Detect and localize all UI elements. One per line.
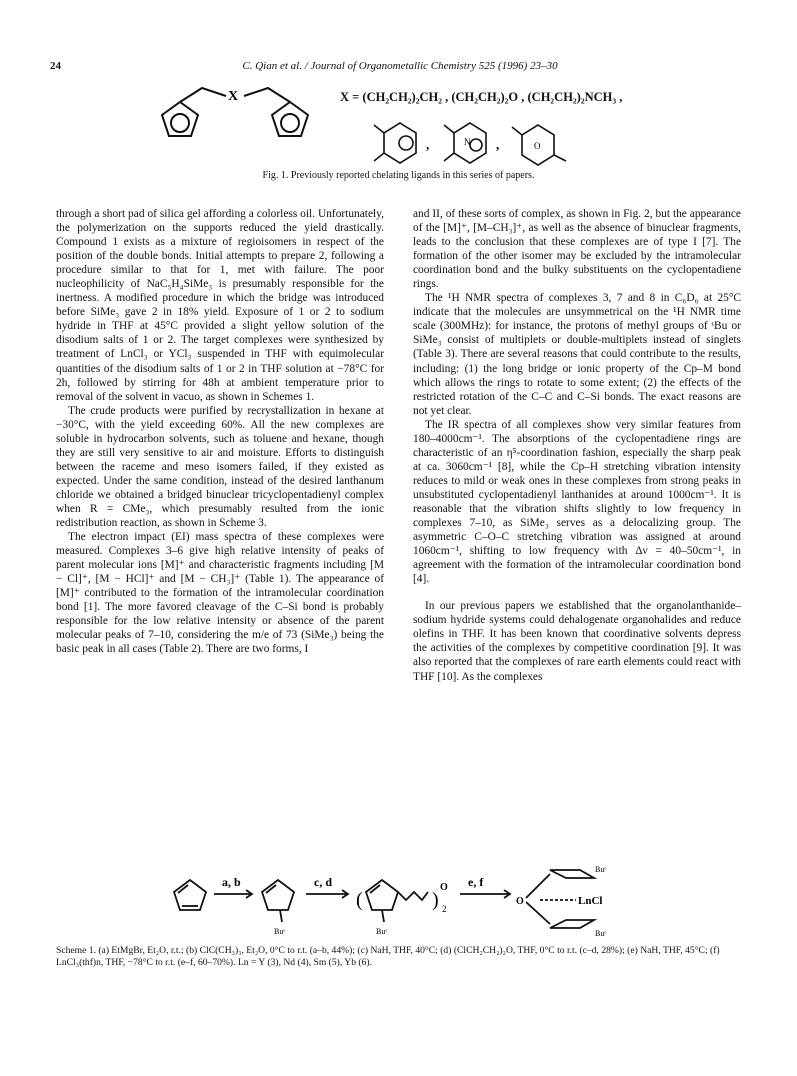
cyclic-bridge-structures (370, 115, 580, 175)
scheme-o-label: O (516, 896, 524, 907)
figure-1 (150, 80, 710, 175)
svg-text:): ) (432, 889, 439, 911)
paragraph: In our previous papers we established that the organolanthanide–sodium hydride systems could dehalogenate organohalides and reduce olefins in THF. It has been known that coordinative solvents depress the activities of the complexes by competitive coordination [9]. It was also reported that the complexes of rare earth elements could react with THF [10]. As the complexes (413, 600, 741, 683)
svg-text:,: , (426, 137, 430, 152)
paragraph: and II, of these sorts of complex, as shown in Fig. 2, but the appearance of the [M]⁺, [M–CH₃]⁺, as well as the absence of binuclear fragments, leads to the conclusion that these complexes are of type I [7]. The formation of the other isomer may be excluded by the intramolecular coordination bond and the bulky substituents on the cyclopentadiene rings. (413, 208, 741, 291)
left-column (56, 207, 384, 657)
svg-text:(: ( (356, 889, 363, 911)
o-atom-label: O (534, 141, 541, 151)
scheme-but-label: Buᵗ (274, 927, 285, 936)
scheme-subscript-2: 2 (442, 904, 447, 914)
journal-citation: C. Qian et al. / Journal of Organometallic Chemistry 525 (1996) 23–30 (242, 60, 558, 72)
figure-1-caption: Fig. 1. Previously reported chelating ligands in this series of papers. (262, 170, 535, 181)
scheme-but-label: Buᵗ (376, 927, 387, 936)
scheme-but-label: Buᵗ (595, 865, 606, 874)
paragraph: The ¹H NMR spectra of complexes 3, 7 and 8 in C₆D₆ at 25°C indicate that the molecules are unsymmetrical on the ¹H NMR time scale (300MHz): for instance, the protons of methyl groups of ᵗBu or SiMe₃ consist of multiplets or double-multiplets instead of singlets (Table 3). There are several reasons that could contribute to the results, including: (1) the long bridge or ionic property of the Cp–M bond which allows the rings to rotate to some extent; (2) the effects of the restricted rotation of the C–C and C–Si bonds. The exact reasons are not yet clear. (413, 292, 741, 417)
bridge-x-label: X (228, 89, 239, 104)
running-header (50, 60, 750, 80)
x-definition: X = (CH₂CH₂)₂CH₂ , (CH₂CH₂)₂O , (CH₂CH₂)₂NCH₃ , (340, 90, 623, 104)
paragraph: through a short pad of silica gel affording a colorless oil. Unfortunately, the polymerization on the supports reduced the yield drastically. Compound 1 exists as a mixture of regioisomers in respect of the position of the double bonds. Initial attempts to prepare 2, following a procedure similar to that for 1, met with failure. The poor nucleophilicity of NaC₅H₄SiMe₃ is presumably responsible for the inertness. A modified procedure in which the bridge was introduced before SiMe₃ gave 2 in 18% yield. Exposure of 1 or 2 to sodium hydride in THF at 45°C provided a slight yellow solution of the disodium salts of 1 or 2. The target complexes were synthesized by treatment of LnCl₃ or YCl₃ suspended in THF with equimolecular quantities of the disodium salts of 1 or 2 in THF solution at −78°C for 2h, followed by stirring for 48h at ambient temperature prior to removal of the solvent in vacuo, as shown in Schemes 1. (56, 208, 384, 403)
scheme-step-ef: e, f (468, 875, 484, 889)
scheme-1 (170, 864, 650, 944)
paragraph: The electron impact (EI) mass spectra of these complexes were measured. Complexes 3–6 give high relative intensity of peaks of parent molecular ions [M]⁺ and characteristic fragments including [M − Cl]⁺, [M − HCl]⁺ and [M − CH₃]⁺ (Table 1). The appearance of [M]⁺ contributed to the formation of the intramolecular coordination bond [1]. The more favored cleavage of the C–Si bond is probably responsible for the low relative intensity or absence of the parent molecular peaks of 7–10, considering the m/e of 73 (SiMe₃) being the basic peak in all cases (Table 2). There are two forms, I (56, 531, 384, 656)
scheme-step-cd: c, d (314, 875, 332, 889)
page-number: 24 (50, 60, 61, 72)
n-atom-label: N (464, 137, 471, 147)
bis-cyclopentadienyl-structure (150, 80, 340, 150)
scheme-1-caption: Scheme 1. (a) EtMgBr, Et₂O, r.t.; (b) ClC(CH₃)₃, Et₂O, 0°C to r.t. (a–b, 44%); (c) NaH, THF, 40°C; (d) (ClCH₂CH₂)₂O, THF, 0°C to r.t. (c–d, 28%); (e) NaH, THF, 45°C; (f) LnCl₃(thf)n, THF, −78°C to r.t. (e–f, 60–70%). Ln = Y (3), Nd (4), Sm (5), Yb (6). (56, 945, 720, 968)
svg-text:,: , (496, 137, 500, 152)
scheme-lncl-label: LnCl (578, 895, 603, 907)
scheme-but-label: Buᵗ (595, 929, 606, 938)
right-column (413, 207, 741, 684)
scheme-step-ab: a, b (222, 875, 241, 889)
scheme-o-label: O (440, 882, 448, 893)
paragraph: The IR spectra of all complexes show very similar features from 180–4000cm⁻¹. The absorptions of the cyclopentadiene rings are characteristic of an η⁵-coordination fashion, especially the sharp peak at ca. 3060cm⁻¹ [8], while the Cp–H stretching vibration intensity reduces to mild or weak ones in these complexes from strong peaks in unsubstituted cyclopentadienyl lanthanides at around 1000cm⁻¹. It is reasonable that the vibration shifts slightly to low frequency in complexes 7–10, as SiMe₃ serves as a delocalizing group. The asymmetric C–O–C stretching vibration was assigned at around 1060cm⁻¹, shifting to low frequency with Δν = 40–50cm⁻¹, in agreement with the formation of the intramolecular coordination bond [4]. (413, 418, 741, 586)
scheme-1-structures (170, 864, 650, 944)
paragraph: The crude products were purified by recrystallization in hexane at −30°C, with the yield exceeding 60%. All the new complexes are soluble in hydrocarbon solvents, such as toluene and hexane, though they are still very sensitive to air and moisture. Efforts to distinguish between the raceme and meso isomers failed, if they existed as expected. Under the same condition, instead of the desired lanthanum chloride we obtained a bridged binuclear tricyclopentadienyl complex when R = CMe₃, which presumably resulted from the ionic redistribution reaction, as shown in Scheme 3. (56, 404, 384, 530)
